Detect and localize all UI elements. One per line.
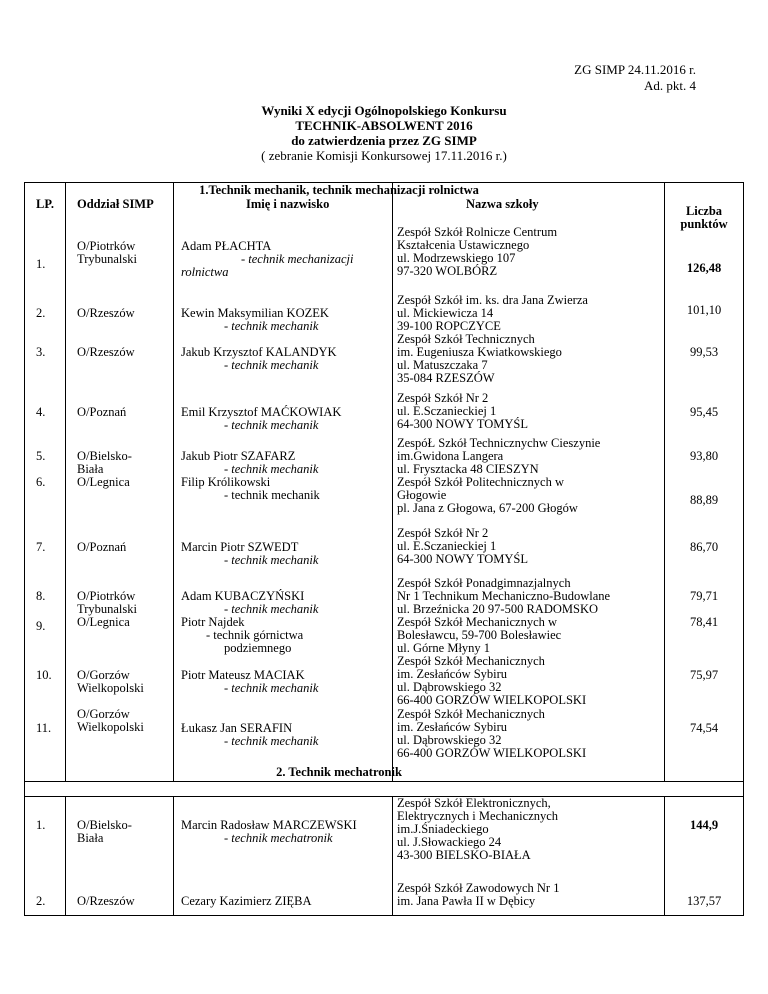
row-school: Zespół Szkół Zawodowych Nr 1 xyxy=(397,881,560,895)
row-name: Jakub Krzysztof KALANDYK xyxy=(181,345,337,359)
row-points: 86,70 xyxy=(689,540,719,554)
row-specialization: - technik mechanizacji xyxy=(241,252,354,266)
heading-line2: TECHNIK-ABSOLWENT 2016 xyxy=(295,118,473,133)
row-lp: 6. xyxy=(36,475,46,489)
row-specialization: - technik mechanik xyxy=(224,358,319,372)
row-specialization: - technik mechanik xyxy=(224,553,319,567)
row-oddzial: O/Bielsko- xyxy=(77,818,132,832)
section-title-2: 2. Technik mechatronik xyxy=(276,765,402,779)
table-vertical-line xyxy=(65,182,66,781)
table-vertical-line xyxy=(173,182,174,781)
row-school: Zespół Szkół Ponadgimnazjalnych xyxy=(397,576,571,590)
row-name: Filip Królikowski xyxy=(181,475,271,489)
row-school: Zespół Szkół Nr 2 xyxy=(397,526,489,540)
row-school: Zespół Szkół Politechnicznych w xyxy=(397,475,564,489)
row-lp: 10. xyxy=(36,668,52,682)
row-oddzial: O/Legnica xyxy=(77,615,130,629)
row-lp: 2. xyxy=(36,894,46,908)
row-specialization: rolnictwa xyxy=(181,265,229,279)
section-divider-bottom xyxy=(24,796,744,797)
row-school: 66-400 GORZÓW WIELKOPOLSKI xyxy=(397,693,587,707)
row-points: 99,53 xyxy=(689,345,719,359)
row-lp: 2. xyxy=(36,306,46,320)
row-oddzial: O/Bielsko- xyxy=(77,449,132,463)
row-school: Elektrycznych i Mechanicznych xyxy=(397,809,559,823)
row-school: Zespół Szkół Elektronicznych, xyxy=(397,796,551,810)
row-name: Kewin Maksymilian KOZEK xyxy=(181,306,329,320)
document-reference xyxy=(574,62,696,94)
row-points: 101,10 xyxy=(686,303,722,317)
row-school: pl. Jana z Głogowa, 67-200 Głogów xyxy=(397,501,578,515)
row-school: 64-300 NOWY TOMYŚL xyxy=(397,552,529,566)
row-school: 64-300 NOWY TOMYŚL xyxy=(397,417,529,431)
row-school: ZespóŁ Szkół Technicznychw Cieszynie xyxy=(397,436,601,450)
row-school: Głogowie xyxy=(397,488,447,502)
row-lp: 1. xyxy=(36,818,46,832)
row-name: Adam KUBACZYŃSKI xyxy=(181,589,305,603)
row-school: Zespół Szkół Nr 2 xyxy=(397,391,489,405)
row-points: 74,54 xyxy=(689,721,719,735)
row-lp: 1. xyxy=(36,257,46,271)
row-specialization: podziemnego xyxy=(224,641,292,655)
row-school: Zespół Szkół im. ks. dra Jana Zwierza xyxy=(397,293,588,307)
row-specialization: - technik mechanik xyxy=(224,734,319,748)
col-header-oddzial: Oddział SIMP xyxy=(77,197,154,211)
table-vertical-line xyxy=(392,182,393,781)
row-lp: 9. xyxy=(36,619,46,633)
row-oddzial: O/Gorzów xyxy=(77,668,130,682)
row-school: ul. Dąbrowskiego 32 xyxy=(397,680,502,694)
row-points: 78,41 xyxy=(689,615,719,629)
col-header-punkty-2: punktów xyxy=(680,217,728,231)
row-lp: 8. xyxy=(36,589,46,603)
row-school: ul. Brzeźnicka 20 97-500 RADOMSKO xyxy=(397,602,599,616)
heading-line3: do zatwierdzenia przez ZG SIMP xyxy=(291,133,477,148)
row-school: im. Zesłańców Sybiru xyxy=(397,667,508,681)
row-oddzial: O/Legnica xyxy=(77,475,130,489)
row-school: Zespół Szkół Rolnicze Centrum xyxy=(397,225,558,239)
document-ref-line2: Ad. pkt. 4 xyxy=(644,78,696,93)
row-specialization: - technik mechanik xyxy=(224,418,319,432)
row-specialization: - technik górnictwa xyxy=(206,628,304,642)
row-school: ul. E.Sczanieckiej 1 xyxy=(397,539,497,553)
col-header-lp: LP. xyxy=(36,197,54,211)
heading-line1: Wyniki X edycji Ogólnopolskiego Konkursu xyxy=(261,103,507,118)
table-vertical-line xyxy=(392,796,393,916)
row-oddzial: O/Piotrków xyxy=(77,589,136,603)
row-oddzial: Biała xyxy=(77,831,104,845)
row-oddzial: O/Gorzów xyxy=(77,707,130,721)
row-oddzial: Wielkopolski xyxy=(77,720,144,734)
row-school: im. Zesłańców Sybiru xyxy=(397,720,508,734)
row-points: 88,89 xyxy=(689,493,719,507)
row-school: Zespół Szkół Mechanicznych w xyxy=(397,615,558,629)
heading-line4: ( zebranie Komisji Konkursowej 17.11.2016 r.) xyxy=(261,148,507,163)
row-points: 75,97 xyxy=(689,668,719,682)
row-name: Marcin Piotr SZWEDT xyxy=(181,540,299,554)
row-school: 43-300 BIELSKO-BIAŁA xyxy=(397,848,531,862)
table-vertical-line xyxy=(173,796,174,916)
row-school: ul. Modrzewskiego 107 xyxy=(397,251,516,265)
row-school: Kształcenia Ustawicznego xyxy=(397,238,530,252)
row-specialization: - technik mechanik xyxy=(224,488,320,502)
row-school: Zespół Szkół Mechanicznych xyxy=(397,707,545,721)
row-specialization: - technik mechatronik xyxy=(224,831,333,845)
row-school: 66-400 GORZÓW WIELKOPOLSKI xyxy=(397,746,587,760)
row-school: im.Gwidona Langera xyxy=(397,449,504,463)
col-header-punkty-1: Liczba xyxy=(685,204,723,218)
row-lp: 4. xyxy=(36,405,46,419)
row-lp: 7. xyxy=(36,540,46,554)
row-name: Emil Krzysztof MAĆKOWIAK xyxy=(181,405,342,419)
row-name: Jakub Piotr SZAFARZ xyxy=(181,449,296,463)
row-points: 95,45 xyxy=(689,405,719,419)
table-frame xyxy=(24,182,744,916)
row-lp: 5. xyxy=(36,449,46,463)
row-oddzial: Trybunalski xyxy=(77,602,137,616)
row-name: Łukasz Jan SERAFIN xyxy=(181,721,293,735)
row-school: Zespół Szkół Technicznych xyxy=(397,332,535,346)
results-table xyxy=(24,182,744,916)
row-points: 93,80 xyxy=(689,449,719,463)
row-lp: 11. xyxy=(36,721,52,735)
row-oddzial: O/Poznań xyxy=(77,405,127,419)
row-school: ul. Górne Młyny 1 xyxy=(397,641,491,655)
row-name: Cezary Kazimierz ZIĘBA xyxy=(181,894,312,908)
col-header-imie: Imię i nazwisko xyxy=(246,197,330,211)
row-school: 35-084 RZESZÓW xyxy=(397,371,495,385)
row-points: 79,71 xyxy=(689,589,719,603)
row-points: 126,48 xyxy=(686,261,722,275)
row-name: Piotr Najdek xyxy=(181,615,245,629)
row-oddzial: Wielkopolski xyxy=(77,681,144,695)
row-school: 39-100 ROPCZYCE xyxy=(397,319,501,333)
row-school: ul. J.Słowackiego 24 xyxy=(397,835,502,849)
row-school: ul. Dąbrowskiego 32 xyxy=(397,733,502,747)
row-school: Nr 1 Technikum Mechaniczno-Budowlane xyxy=(397,589,611,603)
row-oddzial: O/Rzeszów xyxy=(77,894,135,908)
row-name: Marcin Radosław MARCZEWSKI xyxy=(181,818,357,832)
row-school: im. Eugeniusza Kwiatkowskiego xyxy=(397,345,562,359)
row-specialization: - technik mechanik xyxy=(224,602,319,616)
row-school: 97-320 WOLBÓRZ xyxy=(397,264,498,278)
row-oddzial: O/Rzeszów xyxy=(77,306,135,320)
row-oddzial: O/Rzeszów xyxy=(77,345,135,359)
document-ref-line1: ZG SIMP 24.11.2016 r. xyxy=(574,62,696,77)
section-divider-top xyxy=(24,781,744,782)
row-school: ul. Mickiewicza 14 xyxy=(397,306,494,320)
row-specialization: - technik mechanik xyxy=(224,681,319,695)
row-oddzial: O/Poznań xyxy=(77,540,127,554)
row-school: ul. E.Sczanieckiej 1 xyxy=(397,404,497,418)
row-oddzial: O/Piotrków xyxy=(77,239,136,253)
section-title-1: 1.Technik mechanik, technik mechanizacji rolnictwa xyxy=(199,183,479,197)
row-school: Bolesławcu, 59-700 Bolesławiec xyxy=(397,628,562,642)
row-school: Zespół Szkół Mechanicznych xyxy=(397,654,545,668)
row-lp: 3. xyxy=(36,345,46,359)
table-vertical-line xyxy=(65,796,66,916)
document-heading xyxy=(0,103,768,163)
row-school: im. Jana Pawła II w Dębicy xyxy=(397,894,536,908)
row-specialization: - technik mechanik xyxy=(224,319,319,333)
row-points: 144,9 xyxy=(689,818,719,832)
row-school: ul. Matuszczaka 7 xyxy=(397,358,488,372)
row-name: Adam PŁACHTA xyxy=(181,239,272,253)
col-header-szkola: Nazwa szkoły xyxy=(466,197,539,211)
row-points: 137,57 xyxy=(686,894,722,908)
row-specialization: - technik mechanik xyxy=(224,462,319,476)
row-oddzial: Biała xyxy=(77,462,104,476)
row-school: im.J.Śniadeckiego xyxy=(397,822,489,836)
row-school: ul. Frysztacka 48 CIESZYN xyxy=(397,462,539,476)
row-name: Piotr Mateusz MACIAK xyxy=(181,668,305,682)
row-oddzial: Trybunalski xyxy=(77,252,137,266)
